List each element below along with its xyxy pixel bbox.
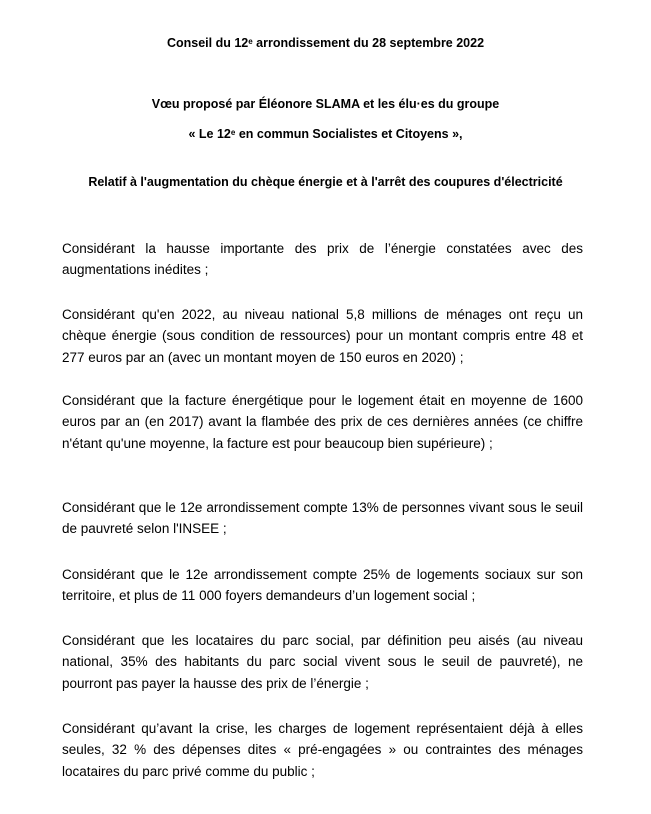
consideration-paragraph: Considérant la hausse importante des prix de l’énergie constatées avec des augmentations inédites ;: [62, 241, 583, 278]
group-line-text: « Le 12: [188, 127, 231, 141]
consideration-paragraph: Considérant que le 12e arrondissement compte 25% de logements sociaux sur son territoire, et plus de 11 000 foyers demandeurs d’un logement social ;: [62, 567, 583, 604]
group-line-superscript: e: [230, 128, 236, 137]
meeting-title-text-end: arrondissement du 28 septembre 2022: [252, 36, 485, 50]
consideration-paragraph: Considérant que le 12e arrondissement compte 13% de personnes vivant sous le seuil de pauvreté selon l'INSEE ;: [62, 500, 583, 537]
meeting-title-superscript: e: [248, 37, 253, 46]
consideration-paragraph: Considérant que les locataires du parc social, par définition peu aisés (au niveau national, 35% des habitants du parc social vivent sous le seuil de pauvreté), ne pourront pas payer la hausse des prix de l’énergie ;: [62, 633, 583, 691]
subject-line: Relatif à l'augmentation du chèque énergie et à l'arrêt des coupures d'électricité: [88, 175, 563, 189]
group-line-text-end: en commun Socialistes et Citoyens »,: [235, 127, 463, 141]
consideration-paragraph: Considérant qu’avant la crise, les charges de logement représentaient déjà à elles seules, 32 % des dépenses dites « pré-engagées » ou contraintes des ménages locataires du parc privé comme du public ;: [62, 721, 583, 779]
consideration-paragraph: Considérant qu'en 2022, au niveau national 5,8 millions de ménages ont reçu un chèque énergie (sous condition de ressources) pour un montant compris entre 48 et 277 euros par an (avec un montant moyen de 150 euros en 2020) ;: [62, 307, 583, 365]
group-line: [0, 126, 651, 142]
meeting-title-text: Conseil du 12: [166, 36, 249, 50]
proposer-line: Vœu proposé par Éléonore SLAMA et les élu·es du groupe: [151, 97, 500, 111]
consideration-paragraph: Considérant que la facture énergétique pour le logement était en moyenne de 1600 euros par an (en 2017) avant la flambée des prix de ces dernières années (ce chiffre n'étant qu'une moyenne, la facture est pour beaucoup bien supérieure) ;: [62, 393, 583, 451]
meeting-title: [0, 35, 651, 51]
